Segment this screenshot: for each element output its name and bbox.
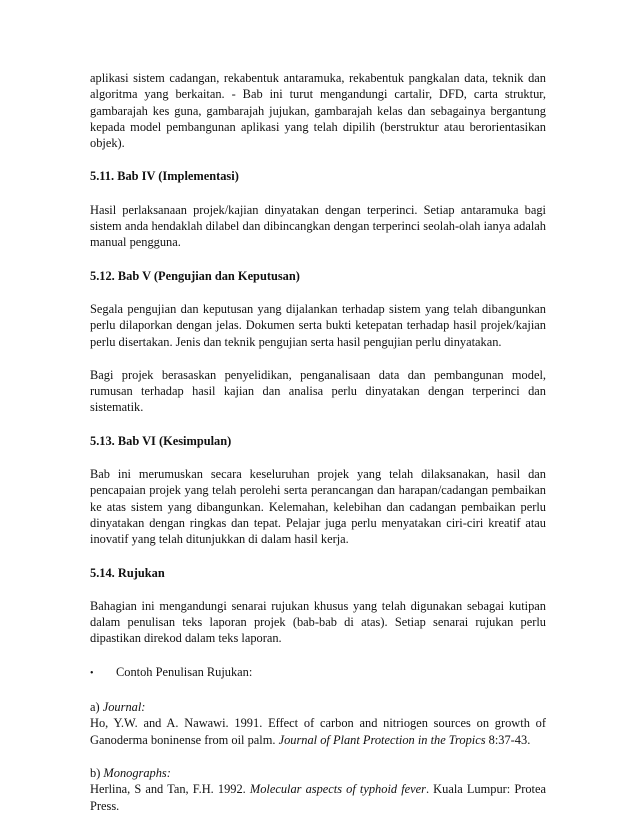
reference-label-journal (90, 699, 546, 715)
reference-entry-monographs (90, 781, 546, 814)
bullet-item (90, 664, 546, 682)
paragraph-5-14: Bahagian ini mengandungi senarai rujukan khusus yang telah digunakan sebagai kutipan dalam penulisan teks laporan projek (bab-bab di atas). Setiap senarai rujukan perlu dipastikan direkod dalam teks laporan. (90, 598, 546, 646)
heading-5-14: 5.14. Rujukan (90, 565, 165, 580)
reference-type-journal: Journal: (102, 700, 146, 715)
intro-paragraph: aplikasi sistem cadangan, rekabentuk antaramuka, rekabentuk pangkalan data, teknik dan algoritma yang berkaitan. - Bab ini turut mengandungi cartalir, DFD, carta struktur, gambarajah kes guna, gambarajah jujukan, gambarajah kelas dan sebagainya bergantung kepada model pembangunan aplikasi yang telah dipilih (berstruktur atau berorientasikan objek). (90, 71, 546, 151)
reference-prefix-journal: a) (90, 700, 103, 715)
reference-prefix-monographs: b) (90, 765, 104, 780)
heading-5-13: 5.13. Bab VI (Kesimpulan) (90, 433, 232, 448)
paragraph-5-12-a: Segala pengujian dan keputusan yang dijalankan terhadap sistem yang telah dibangunkan perlu dilaporkan dengan jelas. Dokumen serta bukti ketepatan terhadap hasil projek/kajian perlu disertakan. Jenis dan teknik pengujian serta hasil pengujian perlu dinyatakan. (90, 301, 546, 349)
reference-type-monographs: Monographs: (103, 765, 171, 780)
reference-title-monographs: Molecular aspects of typhoid fever (249, 782, 426, 797)
bullet-icon: • (90, 667, 94, 679)
reference-title-journal: Journal of Plant Protection in the Tropics (278, 732, 486, 747)
reference-entry-journal (90, 715, 546, 748)
paragraph-5-12-b: Bagi projek berasaskan penyelidikan, penganalisaan data dan pembangunan model, rumusan terhadap hasil kajian dan analisa perlu dinyatakan dengan terperinci dan sistematik. (90, 367, 546, 415)
reference-text-journal-after: 8:37-43. (485, 732, 531, 747)
reference-text-journal-before: Ho, Y.W. and A. Nawawi. 1991. Effect of carbon and nitriogen sources on growth of Ganoderma boninense from oil palm. (90, 716, 546, 747)
heading-5-12: 5.12. Bab V (Pengujian dan Keputusan) (90, 268, 300, 283)
bullet-text: Contoh Penulisan Rujukan: (116, 664, 253, 679)
document-page (90, 70, 546, 814)
reference-text-monographs-before: Herlina, S and Tan, F.H. 1992. (90, 782, 250, 797)
paragraph-5-11: Hasil perlaksanaan projek/kajian dinyatakan dengan terperinci. Setiap antaramuka bagi sistem anda hendaklah dilabel dan dibincangkan dengan terperinci seolah-olah ianya adalah manual pengguna. (90, 202, 546, 250)
paragraph-5-13: Bab ini merumuskan secara keseluruhan projek yang telah dilaksanakan, hasil dan pencapaian projek yang telah perolehi serta perancangan dan harapan/cadangan pembaikan ke atas sistem yang dibangunkan. Kelemahan, kelebihan dan cadangan pembaikan perlu dinyatakan dengan ringkas dan tepat. Pelajar juga perlu menyatakan ciri-ciri kreatif atau inovatif yang telah ditunjukkan di dalam hasil kerja. (90, 467, 546, 547)
heading-5-11: 5.11. Bab IV (Implementasi) (90, 169, 239, 184)
reference-text-monographs-after: . Kuala Lumpur: Protea Press. (90, 782, 546, 813)
reference-label-monographs (90, 765, 546, 781)
